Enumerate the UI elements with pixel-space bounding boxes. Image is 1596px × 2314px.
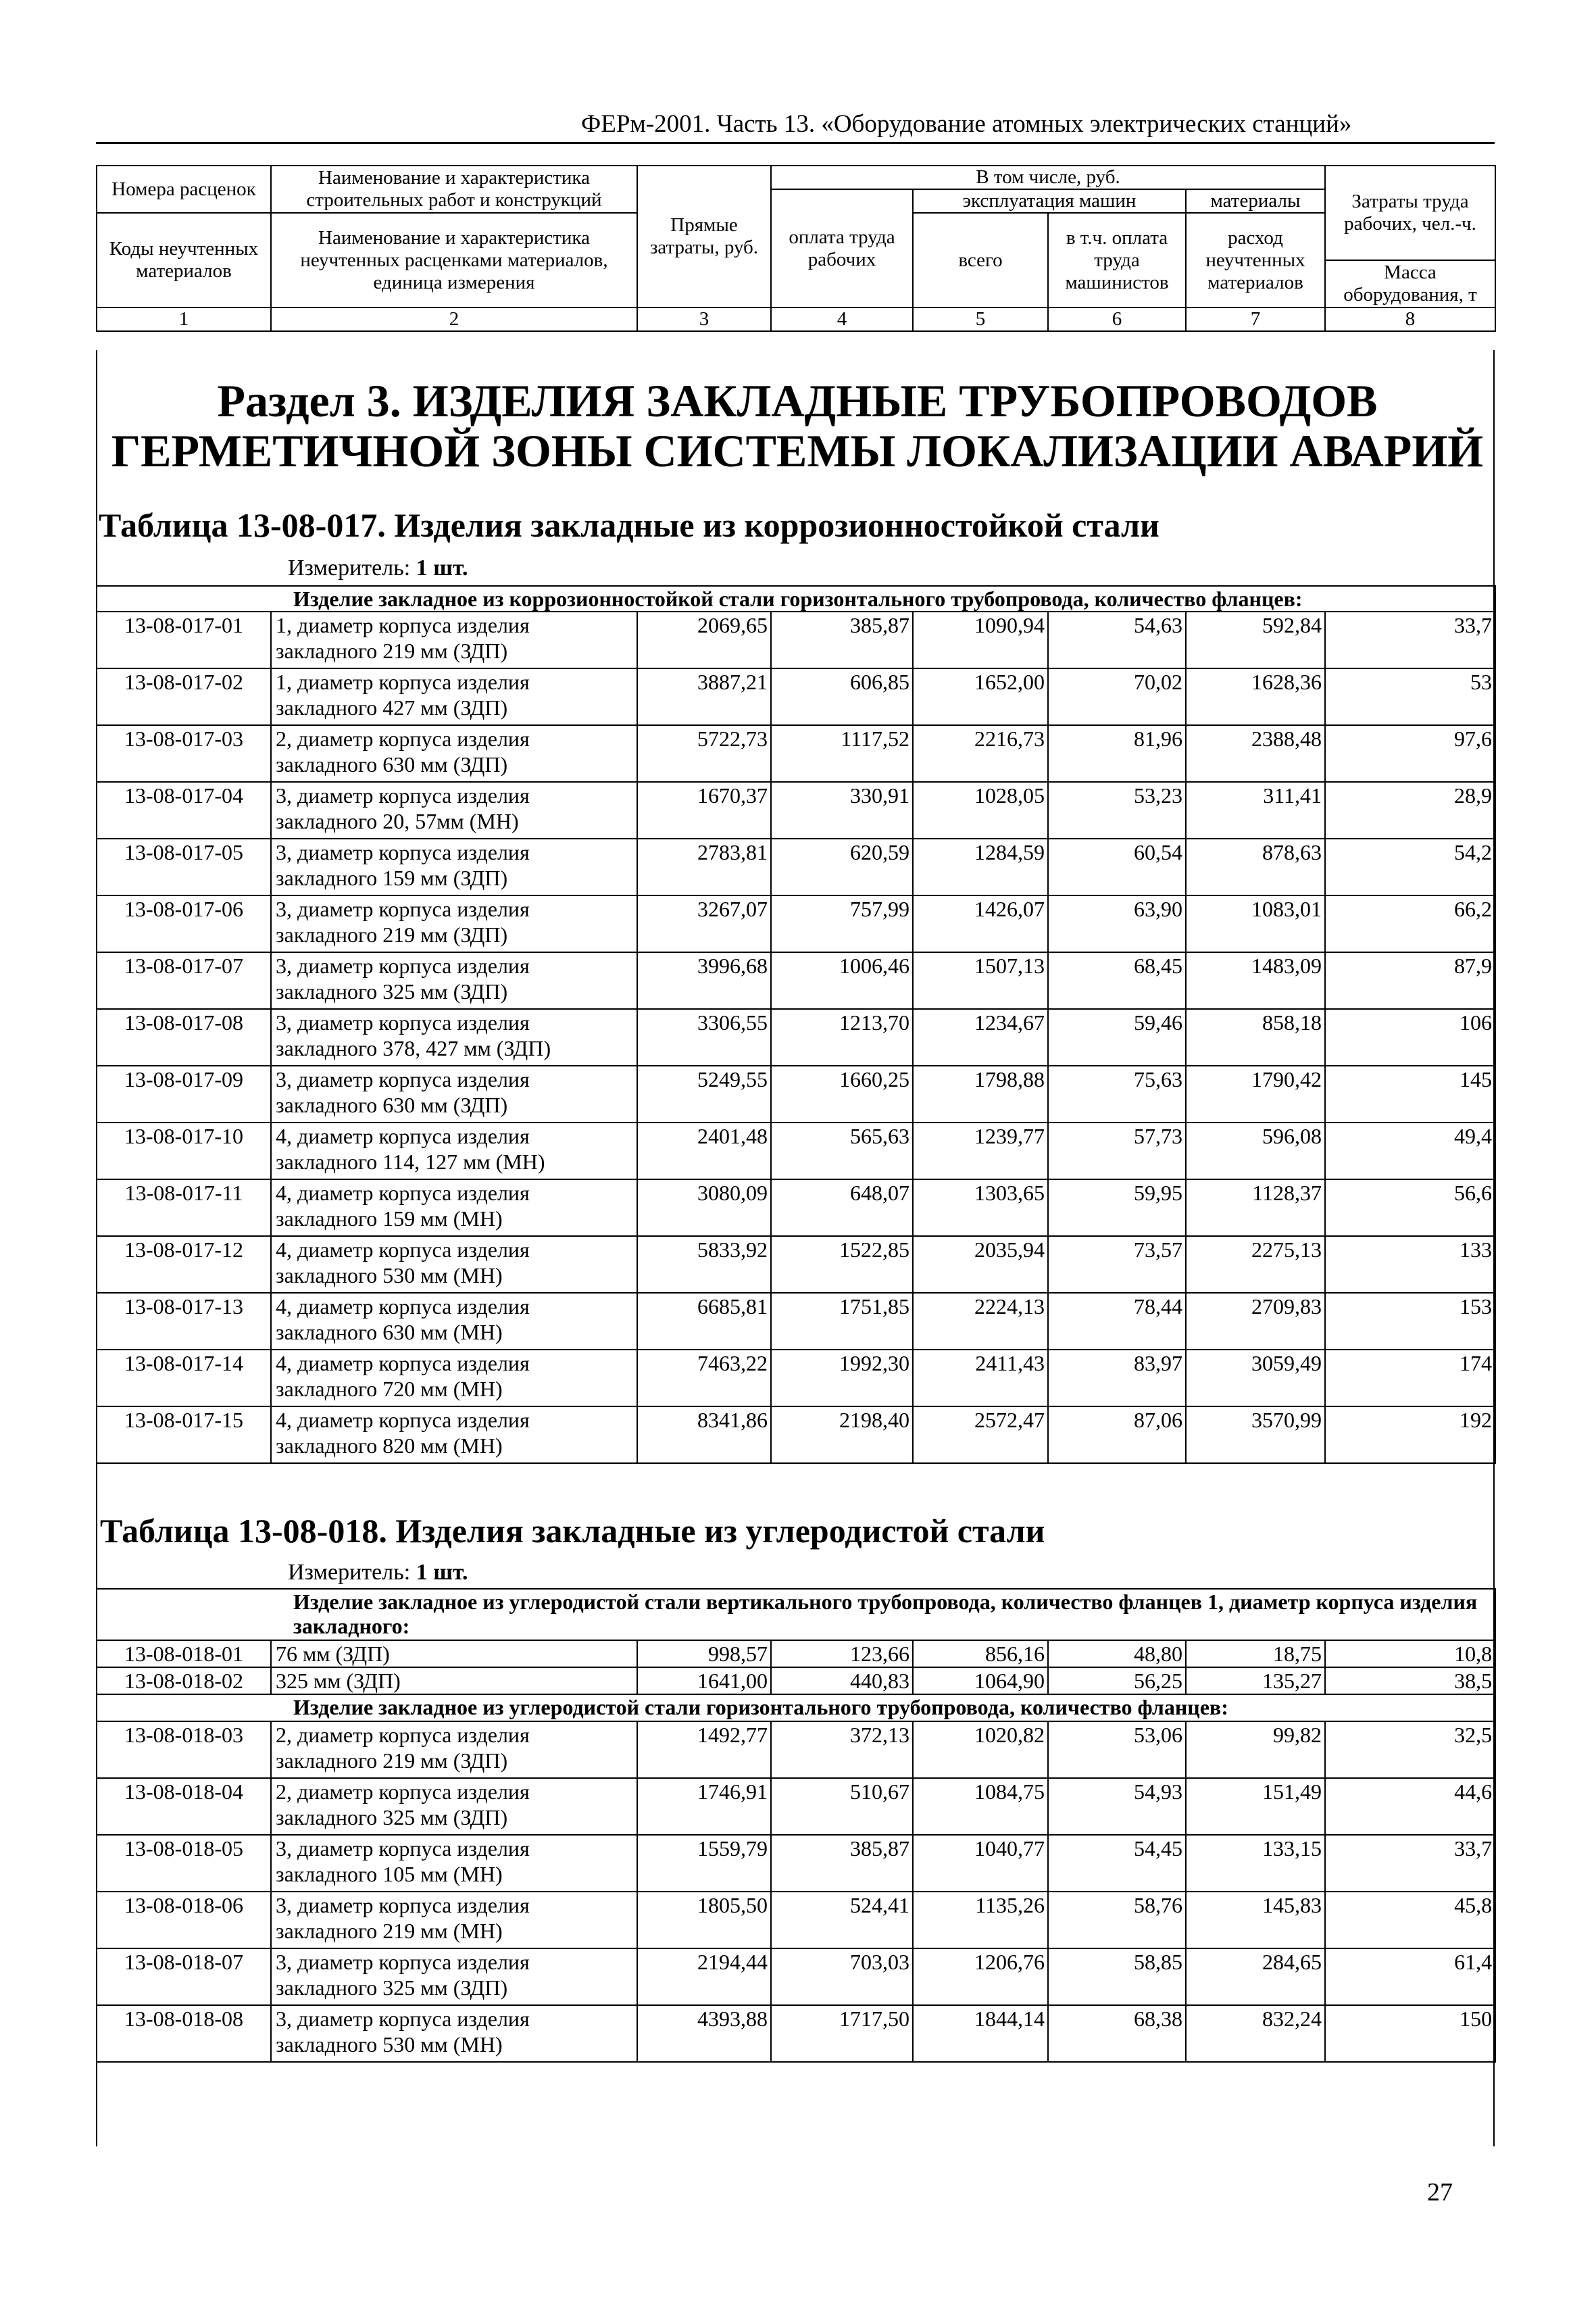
direct-costs-value: 1670,37 bbox=[637, 782, 771, 839]
materials-value: 2709,83 bbox=[1186, 1293, 1325, 1350]
table-row bbox=[97, 952, 1495, 1009]
rate-description: 76 мм (ЗДП) bbox=[271, 1640, 637, 1667]
operator-pay-value: 75,63 bbox=[1048, 1066, 1186, 1123]
rate-description: 3, диаметр корпуса изделия закладного 530 мм (МН) bbox=[271, 2005, 637, 2062]
machines-total-value: 2572,47 bbox=[913, 1406, 1048, 1463]
rate-description: 2, диаметр корпуса изделия закладного 630 мм (ЗДП) bbox=[271, 725, 637, 782]
rate-description: 3, диаметр корпуса изделия закладного 105 мм (МН) bbox=[271, 1835, 637, 1892]
col-header-including: В том числе, руб. bbox=[771, 166, 1325, 189]
operator-pay-value: 54,63 bbox=[1048, 612, 1186, 668]
direct-costs-value: 8341,86 bbox=[637, 1406, 771, 1463]
rate-code: 13-08-017-10 bbox=[97, 1123, 271, 1179]
materials-value: 311,41 bbox=[1186, 782, 1325, 839]
machines-total-value: 1652,00 bbox=[913, 668, 1048, 725]
subheader-text: Изделие закладное из углеродистой стали вертикального трубопровода, количество фланцев 1, диаметр корпуса изделия закладного: bbox=[97, 1589, 1495, 1640]
rate-code: 13-08-018-02 bbox=[97, 1667, 271, 1694]
col-header-operator-pay: в т.ч. оплата труда машинистов bbox=[1048, 213, 1186, 307]
direct-costs-value: 4393,88 bbox=[637, 2005, 771, 2062]
direct-costs-value: 998,57 bbox=[637, 1640, 771, 1667]
labor-value: 150 bbox=[1325, 2005, 1495, 2062]
rate-description: 3, диаметр корпуса изделия закладного 630 мм (ЗДП) bbox=[271, 1066, 637, 1123]
rate-code: 13-08-017-01 bbox=[97, 612, 271, 668]
labor-value: 97,6 bbox=[1325, 725, 1495, 782]
unit-label: Измеритель: bbox=[288, 556, 411, 581]
direct-costs-value: 5833,92 bbox=[637, 1236, 771, 1293]
operator-pay-value: 58,85 bbox=[1048, 1948, 1186, 2005]
machines-total-value: 1135,26 bbox=[913, 1892, 1048, 1948]
rate-description: 3, диаметр корпуса изделия закладного 219 мм (МН) bbox=[271, 1892, 637, 1948]
materials-value: 1628,36 bbox=[1186, 668, 1325, 725]
rate-code: 13-08-017-11 bbox=[97, 1179, 271, 1236]
operator-pay-value: 83,97 bbox=[1048, 1350, 1186, 1406]
labor-value: 87,9 bbox=[1325, 952, 1495, 1009]
table-13-08-018-unit bbox=[288, 1560, 468, 1585]
worker-pay-value: 1006,46 bbox=[771, 952, 913, 1009]
worker-pay-value: 1992,30 bbox=[771, 1350, 913, 1406]
labor-value: 33,7 bbox=[1325, 612, 1495, 668]
table-row bbox=[97, 1892, 1495, 1948]
machines-total-value: 1798,88 bbox=[913, 1066, 1048, 1123]
labor-value: 56,6 bbox=[1325, 1179, 1495, 1236]
table-row bbox=[97, 839, 1495, 895]
rate-code: 13-08-017-03 bbox=[97, 725, 271, 782]
materials-value: 3059,49 bbox=[1186, 1350, 1325, 1406]
rate-code: 13-08-018-07 bbox=[97, 1948, 271, 2005]
subheader-row bbox=[97, 586, 1495, 612]
rate-code: 13-08-018-03 bbox=[97, 1721, 271, 1778]
rate-description: 3, диаметр корпуса изделия закладного 325 мм (ЗДП) bbox=[271, 1948, 637, 2005]
rate-code: 13-08-017-08 bbox=[97, 1009, 271, 1066]
rate-description: 3, диаметр корпуса изделия закладного 325 мм (ЗДП) bbox=[271, 952, 637, 1009]
materials-value: 1083,01 bbox=[1186, 895, 1325, 952]
direct-costs-value: 1559,79 bbox=[637, 1835, 771, 1892]
subheader-row bbox=[97, 1694, 1495, 1721]
col-number: 8 bbox=[1325, 307, 1495, 331]
rate-code: 13-08-018-04 bbox=[97, 1778, 271, 1835]
rate-description: 1, диаметр корпуса изделия закладного 427 мм (ЗДП) bbox=[271, 668, 637, 725]
labor-value: 44,6 bbox=[1325, 1778, 1495, 1835]
rate-code: 13-08-017-02 bbox=[97, 668, 271, 725]
machines-total-value: 1206,76 bbox=[913, 1948, 1048, 2005]
labor-value: 10,8 bbox=[1325, 1640, 1495, 1667]
machines-total-value: 1234,67 bbox=[913, 1009, 1048, 1066]
labor-value: 28,9 bbox=[1325, 782, 1495, 839]
operator-pay-value: 70,02 bbox=[1048, 668, 1186, 725]
operator-pay-value: 87,06 bbox=[1048, 1406, 1186, 1463]
col-number: 4 bbox=[771, 307, 913, 331]
labor-value: 33,7 bbox=[1325, 1835, 1495, 1892]
materials-value: 1483,09 bbox=[1186, 952, 1325, 1009]
col-number: 6 bbox=[1048, 307, 1186, 331]
table-13-08-018-title: Таблица 13-08-018. Изделия закладные из углеродистой стали bbox=[100, 1512, 1045, 1550]
col-header-worker-pay: оплата труда рабочих bbox=[771, 189, 913, 307]
rate-description: 4, диаметр корпуса изделия закладного 820 мм (МН) bbox=[271, 1406, 637, 1463]
table-row bbox=[97, 1835, 1495, 1892]
direct-costs-value: 5249,55 bbox=[637, 1066, 771, 1123]
operator-pay-value: 78,44 bbox=[1048, 1293, 1186, 1350]
rate-code: 13-08-018-05 bbox=[97, 1835, 271, 1892]
direct-costs-value: 1492,77 bbox=[637, 1721, 771, 1778]
materials-value: 133,15 bbox=[1186, 1835, 1325, 1892]
machines-total-value: 1426,07 bbox=[913, 895, 1048, 952]
unit-value: 1 шт. bbox=[416, 556, 468, 581]
worker-pay-value: 385,87 bbox=[771, 1835, 913, 1892]
machines-total-value: 1239,77 bbox=[913, 1123, 1048, 1179]
rate-code: 13-08-017-15 bbox=[97, 1406, 271, 1463]
rate-description: 4, диаметр корпуса изделия закладного 114, 127 мм (МН) bbox=[271, 1123, 637, 1179]
direct-costs-value: 3996,68 bbox=[637, 952, 771, 1009]
materials-value: 858,18 bbox=[1186, 1009, 1325, 1066]
table-row bbox=[97, 1640, 1495, 1667]
rate-description: 2, диаметр корпуса изделия закладного 219 мм (ЗДП) bbox=[271, 1721, 637, 1778]
table-row bbox=[97, 1123, 1495, 1179]
col-number: 1 bbox=[97, 307, 271, 331]
materials-value: 878,63 bbox=[1186, 839, 1325, 895]
direct-costs-value: 7463,22 bbox=[637, 1350, 771, 1406]
table-row bbox=[97, 1948, 1495, 2005]
worker-pay-value: 1522,85 bbox=[771, 1236, 913, 1293]
labor-value: 192 bbox=[1325, 1406, 1495, 1463]
table-row bbox=[97, 1236, 1495, 1293]
col-header-material-names: Наименование и характеристика неучтенных расценками материалов, единица измерения bbox=[271, 213, 637, 307]
worker-pay-value: 620,59 bbox=[771, 839, 913, 895]
direct-costs-value: 2069,65 bbox=[637, 612, 771, 668]
materials-value: 18,75 bbox=[1186, 1640, 1325, 1667]
rate-code: 13-08-018-08 bbox=[97, 2005, 271, 2062]
table-row bbox=[97, 1293, 1495, 1350]
table-row bbox=[97, 612, 1495, 668]
direct-costs-value: 2401,48 bbox=[637, 1123, 771, 1179]
table-row bbox=[97, 2005, 1495, 2062]
materials-value: 2275,13 bbox=[1186, 1236, 1325, 1293]
machines-total-value: 2216,73 bbox=[913, 725, 1048, 782]
materials-value: 2388,48 bbox=[1186, 725, 1325, 782]
table-row bbox=[97, 1667, 1495, 1694]
col-number: 7 bbox=[1186, 307, 1325, 331]
rate-code: 13-08-017-06 bbox=[97, 895, 271, 952]
operator-pay-value: 59,46 bbox=[1048, 1009, 1186, 1066]
rate-code: 13-08-017-13 bbox=[97, 1293, 271, 1350]
materials-value: 832,24 bbox=[1186, 2005, 1325, 2062]
materials-value: 145,83 bbox=[1186, 1892, 1325, 1948]
unit-label: Измеритель: bbox=[288, 1560, 411, 1585]
operator-pay-value: 68,38 bbox=[1048, 2005, 1186, 2062]
rate-code: 13-08-018-06 bbox=[97, 1892, 271, 1948]
operator-pay-value: 56,25 bbox=[1048, 1667, 1186, 1694]
rate-description: 2, диаметр корпуса изделия закладного 325 мм (ЗДП) bbox=[271, 1778, 637, 1835]
direct-costs-value: 3267,07 bbox=[637, 895, 771, 952]
operator-pay-value: 60,54 bbox=[1048, 839, 1186, 895]
direct-costs-value: 2194,44 bbox=[637, 1948, 771, 2005]
operator-pay-value: 58,76 bbox=[1048, 1892, 1186, 1948]
rate-code: 13-08-017-09 bbox=[97, 1066, 271, 1123]
materials-value: 596,08 bbox=[1186, 1123, 1325, 1179]
rate-code: 13-08-017-05 bbox=[97, 839, 271, 895]
machines-total-value: 2035,94 bbox=[913, 1236, 1048, 1293]
table-13-08-017-title: Таблица 13-08-017. Изделия закладные из коррозионностойкой стали bbox=[99, 506, 1159, 544]
machines-total-value: 1064,90 bbox=[913, 1667, 1048, 1694]
operator-pay-value: 68,45 bbox=[1048, 952, 1186, 1009]
operator-pay-value: 57,73 bbox=[1048, 1123, 1186, 1179]
table-row bbox=[97, 1406, 1495, 1463]
col-header-material-use: расход неучтенных материалов bbox=[1186, 213, 1325, 307]
materials-value: 135,27 bbox=[1186, 1667, 1325, 1694]
machines-total-value: 2411,43 bbox=[913, 1350, 1048, 1406]
labor-value: 54,2 bbox=[1325, 839, 1495, 895]
col-number: 2 bbox=[271, 307, 637, 331]
table-row bbox=[97, 1009, 1495, 1066]
labor-value: 53 bbox=[1325, 668, 1495, 725]
direct-costs-value: 1746,91 bbox=[637, 1778, 771, 1835]
operator-pay-value: 59,95 bbox=[1048, 1179, 1186, 1236]
table-row bbox=[97, 668, 1495, 725]
header-rule bbox=[96, 142, 1495, 144]
rate-code: 13-08-017-14 bbox=[97, 1350, 271, 1406]
labor-value: 49,4 bbox=[1325, 1123, 1495, 1179]
worker-pay-value: 524,41 bbox=[771, 1892, 913, 1948]
materials-value: 3570,99 bbox=[1186, 1406, 1325, 1463]
direct-costs-value: 5722,73 bbox=[637, 725, 771, 782]
table-row bbox=[97, 725, 1495, 782]
materials-value: 1128,37 bbox=[1186, 1179, 1325, 1236]
table-row bbox=[97, 1778, 1495, 1835]
materials-value: 99,82 bbox=[1186, 1721, 1325, 1778]
worker-pay-value: 510,67 bbox=[771, 1778, 913, 1835]
table-row bbox=[97, 895, 1495, 952]
table-13-08-017 bbox=[96, 585, 1496, 1464]
worker-pay-value: 1660,25 bbox=[771, 1066, 913, 1123]
table-row bbox=[97, 782, 1495, 839]
labor-value: 153 bbox=[1325, 1293, 1495, 1350]
worker-pay-value: 1213,70 bbox=[771, 1009, 913, 1066]
rate-description: 4, диаметр корпуса изделия закладного 159 мм (МН) bbox=[271, 1179, 637, 1236]
rate-code: 13-08-017-12 bbox=[97, 1236, 271, 1293]
column-header-table bbox=[96, 165, 1496, 332]
machines-total-value: 1844,14 bbox=[913, 2005, 1048, 2062]
running-header: ФЕРм-2001. Часть 13. «Оборудование атомных электрических станций» bbox=[581, 110, 1352, 138]
col-number: 5 bbox=[913, 307, 1048, 331]
worker-pay-value: 2198,40 bbox=[771, 1406, 913, 1463]
materials-value: 592,84 bbox=[1186, 612, 1325, 668]
machines-total-value: 856,16 bbox=[913, 1640, 1048, 1667]
rate-description: 4, диаметр корпуса изделия закладного 630 мм (МН) bbox=[271, 1293, 637, 1350]
worker-pay-value: 1717,50 bbox=[771, 2005, 913, 2062]
operator-pay-value: 81,96 bbox=[1048, 725, 1186, 782]
subheader-text: Изделие закладное из углеродистой стали горизонтального трубопровода, количество фланцев: bbox=[97, 1694, 1495, 1721]
worker-pay-value: 385,87 bbox=[771, 612, 913, 668]
direct-costs-value: 2783,81 bbox=[637, 839, 771, 895]
table-row bbox=[97, 1350, 1495, 1406]
operator-pay-value: 54,45 bbox=[1048, 1835, 1186, 1892]
col-header-direct-costs: Прямые затраты, руб. bbox=[637, 166, 771, 307]
col-header-machines-total: всего bbox=[913, 213, 1048, 307]
rate-description: 4, диаметр корпуса изделия закладного 530 мм (МН) bbox=[271, 1236, 637, 1293]
rate-description: 1, диаметр корпуса изделия закладного 219 мм (ЗДП) bbox=[271, 612, 637, 668]
col-header-materials: материалы bbox=[1186, 189, 1325, 213]
operator-pay-value: 54,93 bbox=[1048, 1778, 1186, 1835]
rate-description: 4, диаметр корпуса изделия закладного 720 мм (МН) bbox=[271, 1350, 637, 1406]
table-row bbox=[97, 1721, 1495, 1778]
worker-pay-value: 440,83 bbox=[771, 1667, 913, 1694]
direct-costs-value: 3306,55 bbox=[637, 1009, 771, 1066]
table-13-08-018 bbox=[96, 1588, 1496, 2063]
machines-total-value: 1303,65 bbox=[913, 1179, 1048, 1236]
operator-pay-value: 53,06 bbox=[1048, 1721, 1186, 1778]
machines-total-value: 1507,13 bbox=[913, 952, 1048, 1009]
machines-total-value: 1284,59 bbox=[913, 839, 1048, 895]
labor-value: 38,5 bbox=[1325, 1667, 1495, 1694]
worker-pay-value: 648,07 bbox=[771, 1179, 913, 1236]
labor-value: 145 bbox=[1325, 1066, 1495, 1123]
page-number: 27 bbox=[1427, 2178, 1453, 2207]
operator-pay-value: 53,23 bbox=[1048, 782, 1186, 839]
col-header-machines: эксплуатация машин bbox=[913, 189, 1186, 213]
labor-value: 133 bbox=[1325, 1236, 1495, 1293]
col-header-labor: Затраты труда рабочих, чел.-ч. bbox=[1325, 166, 1495, 260]
labor-value: 66,2 bbox=[1325, 895, 1495, 952]
table-row bbox=[97, 1179, 1495, 1236]
col-header-rate-numbers: Номера расценок bbox=[97, 166, 271, 213]
rate-description: 3, диаметр корпуса изделия закладного 219 мм (ЗДП) bbox=[271, 895, 637, 952]
direct-costs-value: 3080,09 bbox=[637, 1179, 771, 1236]
worker-pay-value: 606,85 bbox=[771, 668, 913, 725]
section-title: Раздел 3. ИЗДЕЛИЯ ЗАКЛАДНЫЕ ТРУБОПРОВОДОВ ГЕРМЕТИЧНОЙ ЗОНЫ СИСТЕМЫ ЛОКАЛИЗАЦИИ АВАРИЙ bbox=[111, 375, 1484, 476]
rate-code: 13-08-017-07 bbox=[97, 952, 271, 1009]
rate-description: 3, диаметр корпуса изделия закладного 20, 57мм (МН) bbox=[271, 782, 637, 839]
worker-pay-value: 565,63 bbox=[771, 1123, 913, 1179]
col-header-work-name: Наименование и характеристика строительных работ и конструкций bbox=[271, 166, 637, 213]
worker-pay-value: 703,03 bbox=[771, 1948, 913, 2005]
labor-value: 45,8 bbox=[1325, 1892, 1495, 1948]
subheader-row bbox=[97, 1589, 1495, 1640]
rate-code: 13-08-018-01 bbox=[97, 1640, 271, 1667]
materials-value: 151,49 bbox=[1186, 1778, 1325, 1835]
worker-pay-value: 1751,85 bbox=[771, 1293, 913, 1350]
materials-value: 284,65 bbox=[1186, 1948, 1325, 2005]
worker-pay-value: 372,13 bbox=[771, 1721, 913, 1778]
operator-pay-value: 73,57 bbox=[1048, 1236, 1186, 1293]
worker-pay-value: 123,66 bbox=[771, 1640, 913, 1667]
machines-total-value: 2224,13 bbox=[913, 1293, 1048, 1350]
labor-value: 61,4 bbox=[1325, 1948, 1495, 2005]
worker-pay-value: 1117,52 bbox=[771, 725, 913, 782]
rate-description: 3, диаметр корпуса изделия закладного 378, 427 мм (ЗДП) bbox=[271, 1009, 637, 1066]
worker-pay-value: 330,91 bbox=[771, 782, 913, 839]
labor-value: 174 bbox=[1325, 1350, 1495, 1406]
materials-value: 1790,42 bbox=[1186, 1066, 1325, 1123]
direct-costs-value: 6685,81 bbox=[637, 1293, 771, 1350]
worker-pay-value: 757,99 bbox=[771, 895, 913, 952]
labor-value: 106 bbox=[1325, 1009, 1495, 1066]
machines-total-value: 1090,94 bbox=[913, 612, 1048, 668]
rate-description: 3, диаметр корпуса изделия закладного 159 мм (ЗДП) bbox=[271, 839, 637, 895]
machines-total-value: 1020,82 bbox=[913, 1721, 1048, 1778]
machines-total-value: 1028,05 bbox=[913, 782, 1048, 839]
col-number: 3 bbox=[637, 307, 771, 331]
machines-total-value: 1084,75 bbox=[913, 1778, 1048, 1835]
operator-pay-value: 63,90 bbox=[1048, 895, 1186, 952]
col-header-material-codes: Коды неучтенных материалов bbox=[97, 213, 271, 307]
col-header-equipment-mass: Масса оборудования, т bbox=[1325, 260, 1495, 307]
operator-pay-value: 48,80 bbox=[1048, 1640, 1186, 1667]
table-row bbox=[97, 1066, 1495, 1123]
table-13-08-017-unit bbox=[288, 556, 468, 581]
labor-value: 32,5 bbox=[1325, 1721, 1495, 1778]
direct-costs-value: 1805,50 bbox=[637, 1892, 771, 1948]
direct-costs-value: 3887,21 bbox=[637, 668, 771, 725]
direct-costs-value: 1641,00 bbox=[637, 1667, 771, 1694]
rate-description: 325 мм (ЗДП) bbox=[271, 1667, 637, 1694]
unit-value: 1 шт. bbox=[416, 1560, 468, 1585]
rate-code: 13-08-017-04 bbox=[97, 782, 271, 839]
machines-total-value: 1040,77 bbox=[913, 1835, 1048, 1892]
subheader-text: Изделие закладное из коррозионностойкой стали горизонтального трубопровода, количество фланцев: bbox=[97, 586, 1495, 612]
